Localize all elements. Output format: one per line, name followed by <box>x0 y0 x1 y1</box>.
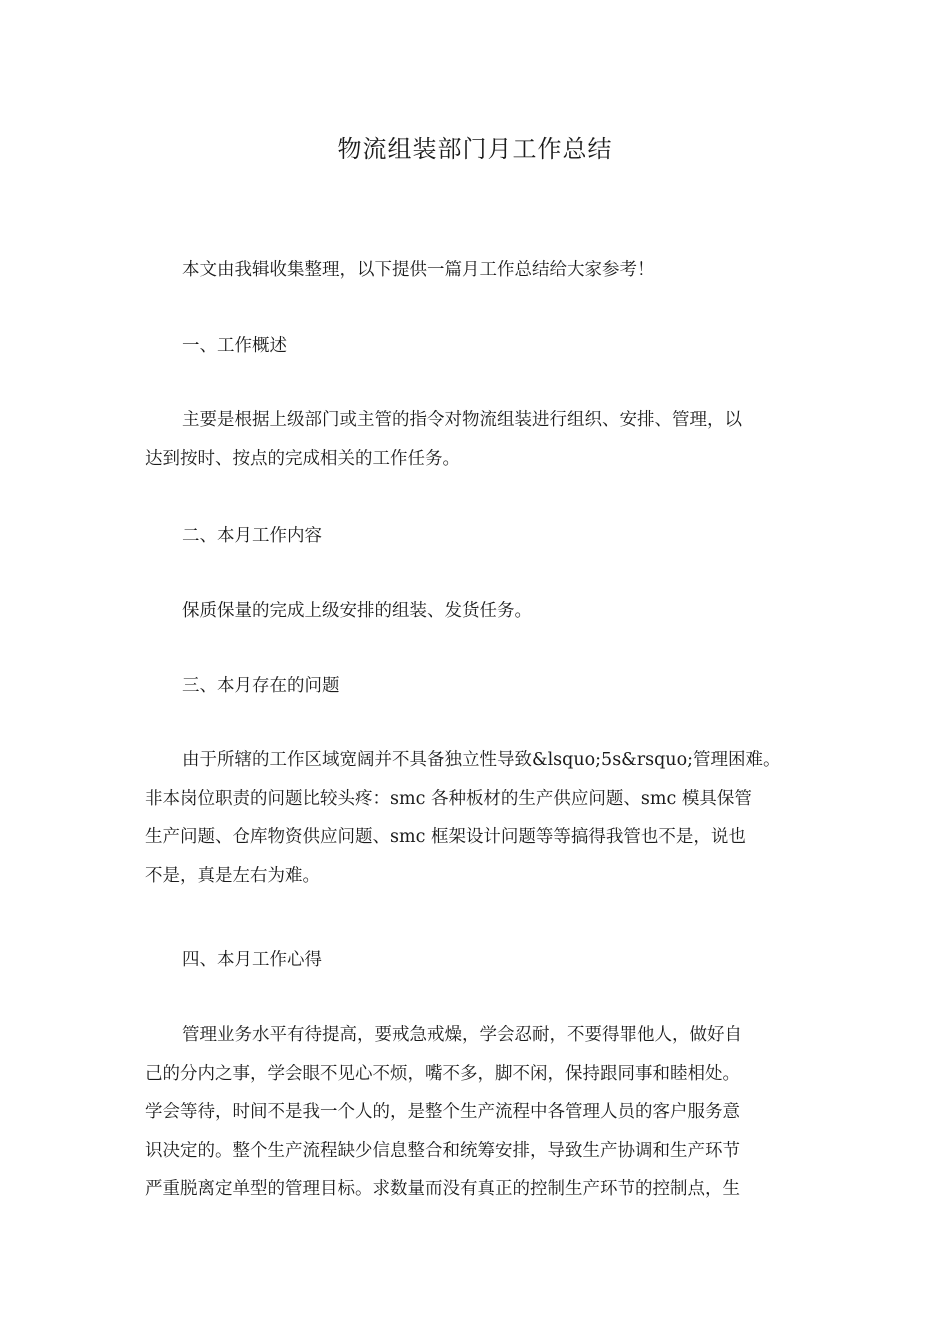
paragraph-line: 识决定的。整个生产流程缺少信息整合和统筹安排，导致生产协调和生产环节 <box>145 1140 740 1161</box>
section-body-overview <box>145 401 800 478</box>
section-heading-overview: 一、工作概述 <box>182 336 287 356</box>
section-body-experience <box>145 1016 800 1209</box>
paragraph-line: 保质保量的完成上级安排的组装、发货任务。 <box>182 601 532 621</box>
section-heading-experience: 四、本月工作心得 <box>182 950 322 970</box>
paragraph-line: 达到按时、按点的完成相关的工作任务。 <box>145 448 460 469</box>
paragraph-line: 管理业务水平有待提高，要戒急戒燥，学会忍耐，不要得罪他人，做好自 <box>182 1025 742 1045</box>
paragraph-line: 非本岗位职责的问题比较头疼：smc 各种板材的生产供应问题、smc 模具保管 <box>145 788 752 809</box>
paragraph-line: 学会等待，时间不是我一个人的，是整个生产流程中各管理人员的客户服务意 <box>145 1102 740 1122</box>
paragraph-line: 主要是根据上级部门或主管的指令对物流组装进行组织、安排、管理，以 <box>182 410 742 430</box>
paragraph-line: 严重脱离定单型的管理目标。求数量而没有真正的控制生产环节的控制点，生 <box>145 1179 740 1199</box>
paragraph-line: 生产问题、仓库物资供应问题、smc 框架设计问题等等搞得我管也不是，说也 <box>145 827 746 847</box>
paragraph-line: 由于所辖的工作区域宽阔并不具备独立性导致&lsquo;5s&rsquo;管理困难。 <box>182 750 781 770</box>
intro-paragraph: 本文由我辑收集整理，以下提供一篇月工作总结给大家参考！ <box>182 260 655 280</box>
section-body-content <box>145 592 800 631</box>
section-heading-problems: 三、本月存在的问题 <box>182 676 340 696</box>
section-heading-content: 二、本月工作内容 <box>182 526 322 546</box>
document-title: 物流组装部门月工作总结 <box>337 135 613 163</box>
section-body-problems <box>145 741 800 895</box>
paragraph-line: 己的分内之事，学会眼不见心不烦，嘴不多，脚不闲，保持跟同事和睦相处。 <box>145 1063 740 1084</box>
paragraph-line: 不是，真是左右为难。 <box>145 865 320 886</box>
